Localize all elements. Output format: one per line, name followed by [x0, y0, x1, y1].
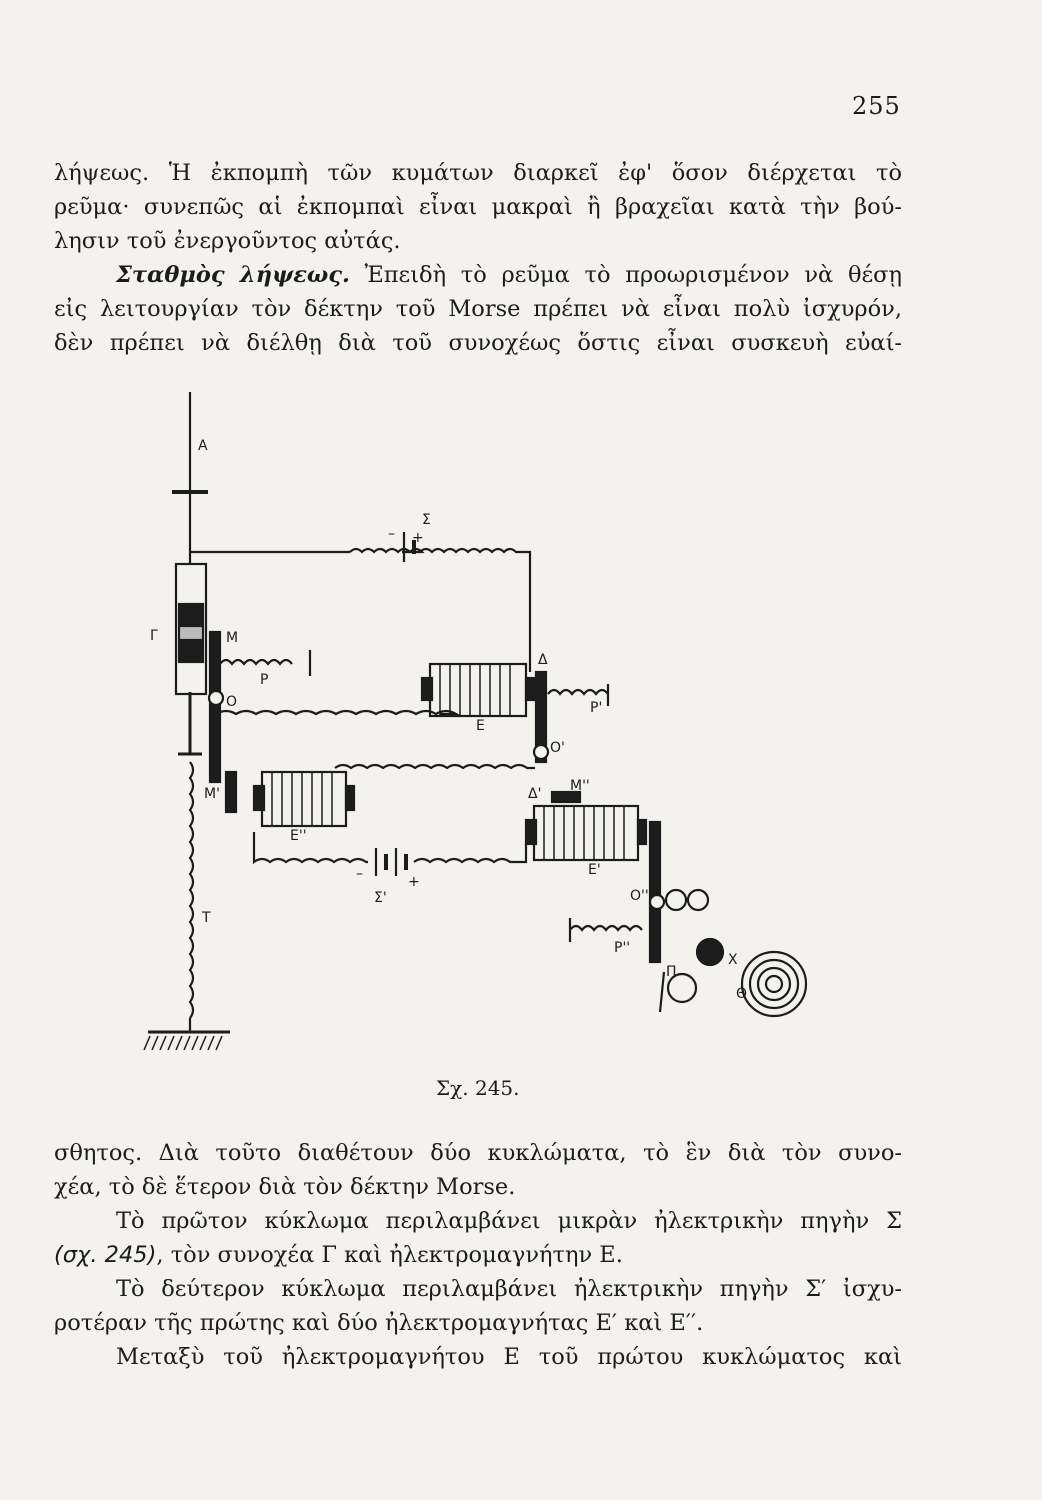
label-p: P — [260, 672, 269, 688]
section-paragraph — [54, 258, 902, 360]
coherer-plug-top — [179, 604, 203, 624]
text-line: Μεταξὺ τοῦ ἠλεκτρομαγνήτου Ε τοῦ πρώτου κυκλώματος καὶ — [116, 1344, 902, 1370]
top-paragraph — [54, 156, 902, 258]
label-e2: E'' — [290, 828, 307, 844]
text-line — [54, 258, 902, 292]
coherer-filings — [179, 626, 203, 640]
armature-m1 — [226, 772, 236, 812]
paper-roller-x — [697, 939, 723, 965]
ink-roller-small-2 — [688, 890, 708, 910]
label-o: O — [226, 694, 238, 710]
label-sigma: Σ — [422, 512, 431, 528]
bottom-paragraph-2 — [54, 1204, 902, 1272]
ground-upper — [178, 692, 202, 754]
pivot-o — [209, 691, 223, 705]
circuit2-top-wire — [335, 765, 535, 768]
paper-reel — [742, 952, 806, 1016]
label-sigma-plus: + — [412, 530, 424, 546]
text-line — [54, 1238, 902, 1272]
circuit1-right-wire — [420, 549, 530, 672]
label-m2: M'' — [570, 778, 590, 794]
label-t: T — [202, 910, 211, 926]
figure-reference: (σχ. 245) — [54, 1242, 157, 1268]
text-line: χέα, τὸ δὲ ἕτερον διὰ τὸν δέκτην Morse. — [54, 1174, 516, 1200]
text-line: Τὸ δεύτερον κύκλωμα περιλαμβάνει ἠλεκτρικὴν πηγὴν Σ′ ἰσχυ- — [116, 1276, 902, 1302]
label-sigma-minus: – — [388, 526, 395, 542]
label-theta: Θ — [736, 986, 748, 1002]
pivot-o1 — [534, 745, 548, 759]
text-line: ρεῦμα· συνεπῶς αἱ ἐκπομπαὶ εἶναι μακραὶ ἢ βραχεῖαι κατὰ τὴν βού- — [54, 194, 902, 220]
pivot-o2 — [650, 895, 664, 909]
circuit1-bottom-wire — [216, 711, 456, 714]
label-m1: M' — [204, 786, 220, 802]
text-fragment: , τὸν συνοχέα Γ καὶ ἠλεκτρομαγνήτην Ε. — [156, 1242, 623, 1268]
bottom-paragraph-3 — [54, 1272, 902, 1340]
label-e: E — [476, 718, 485, 734]
label-pi: Π — [666, 964, 677, 980]
electromagnet-e1 — [534, 806, 638, 860]
text-line: λήψεως. Ἡ ἐκπομπὴ τῶν κυμάτων διαρκεῖ ἐφ' ὅσον διέρχεται τὸ — [54, 160, 902, 186]
page-number: 255 — [852, 92, 901, 120]
morse-lever — [650, 822, 660, 962]
circuit1-coil-wire — [350, 549, 422, 552]
label-e1: E' — [588, 862, 601, 878]
text-line: εἰς λειτουργίαν τὸν δέκτην τοῦ Morse πρέπει νὰ εἶναι πολὺ ἰσχυρόν, — [54, 296, 902, 322]
section-heading: Σταθμὸς λήψεως. — [116, 262, 350, 288]
label-o1: O' — [550, 740, 565, 756]
text-line: λησιν τοῦ ἐνεργοῦντος αὐτάς. — [54, 228, 401, 254]
label-o2: O'' — [630, 888, 649, 904]
circuit-diagram — [130, 392, 830, 1062]
circuit2-right-wire — [414, 844, 526, 862]
coherer-plug-bottom — [179, 642, 203, 662]
text-line: ροτέραν τῆς πρώτης καὶ δύο ἠλεκτρομαγνήτας Ε′ καὶ Ε′′. — [54, 1310, 704, 1336]
label-delta1: Δ' — [528, 786, 542, 802]
label-p1: P' — [590, 700, 603, 716]
section-first-line: Ἐπειδὴ τὸ ρεῦμα τὸ προωρισμένον νὰ θέσῃ — [364, 262, 902, 288]
circuit2-left-wire — [254, 832, 368, 862]
label-m: M — [226, 630, 239, 646]
electromagnet-e2 — [262, 772, 346, 826]
text-line: Τὸ πρῶτον κύκλωμα περιλαμβάνει μικρὰν ἠλεκτρικὴν πηγὴν Σ — [116, 1208, 902, 1234]
label-s1-minus: – — [356, 866, 363, 882]
spring-p1 — [548, 690, 608, 694]
circuit-figure — [130, 392, 830, 1062]
text-line: σθητος. Διὰ τοῦτο διαθέτουν δύο κυκλώματα, τὸ ἓν διὰ τὸν συνο- — [54, 1140, 902, 1166]
bottom-paragraph-4 — [54, 1340, 902, 1374]
figure-caption: Σχ. 245. — [436, 1076, 520, 1100]
electromagnet-e — [430, 664, 526, 716]
label-p2: P'' — [614, 940, 631, 956]
label-sigma1: Σ' — [374, 890, 387, 906]
label-gamma: Γ — [150, 628, 158, 644]
bottom-paragraph-1 — [54, 1136, 902, 1204]
label-x: X — [728, 952, 738, 968]
spring-p2 — [570, 926, 642, 930]
label-delta: Δ — [538, 652, 548, 668]
coherer-lever — [210, 632, 220, 782]
ink-roller-small — [666, 890, 686, 910]
text-line: δὲν πρέπει νὰ διέλθῃ διὰ τοῦ συνοχέως ὅστις εἶναι συσκευὴ εὐαί- — [54, 330, 902, 356]
label-s1-plus: + — [408, 874, 420, 890]
ground-coil-t — [190, 762, 193, 1018]
label-a: A — [198, 438, 208, 454]
spring-p — [220, 660, 292, 664]
